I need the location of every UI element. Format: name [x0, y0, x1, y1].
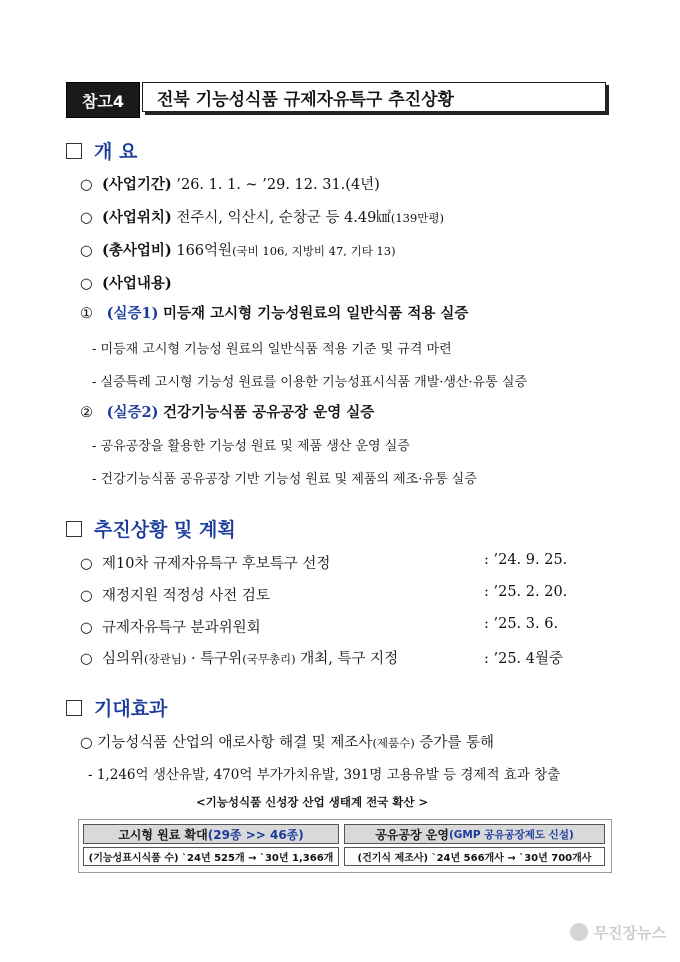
- overview-item-budget: ○ (총사업비) 166억원(국비 106, 지방비 47, 기타 13): [80, 242, 396, 259]
- effects-card-2: [344, 824, 605, 867]
- demo-2-sub-2: - 건강기능식품 공유공장 기반 기능성 원료 및 제품의 제조·유통 실증: [92, 472, 477, 487]
- watermark-logo-icon: [570, 923, 588, 941]
- square-bullet-icon: [66, 700, 82, 716]
- overview-item-content: ○ (사업내용): [80, 275, 172, 292]
- demo-1-sub-1: - 미등재 고시형 기능성 원료의 일반식품 적용 기준 및 규격 마련: [92, 342, 452, 357]
- effects-heading: 기대효과: [66, 694, 167, 721]
- overview-item-location: ○ (사업위치) 전주시, 익산시, 순창군 등 4.49㎢(139만평): [80, 209, 445, 226]
- progress-date-1: : ’24. 9. 25.: [484, 552, 568, 568]
- demo-1-sub-2: - 실증특례 고시형 기능성 원료를 이용한 기능성표시식품 개발·생산·유통 실증: [92, 375, 528, 390]
- progress-item-2: ○ 재정지원 적정성 사전 검토: [80, 588, 270, 604]
- document-title: 전북 기능성식품 규제자유특구 추진상황: [142, 82, 606, 112]
- progress-date-4: : ’25. 4월중: [484, 651, 564, 667]
- effects-caption: <기능성식품 신성장 산업 생태계 전국 확산 >: [196, 795, 429, 809]
- effects-card-2-head: 공유공장 운영 (GMP 공유공장제도 신설): [344, 824, 605, 844]
- effects-card-2-body: (건기식 제조사) `24년 566개사 → `30년 700개사: [344, 847, 605, 866]
- effects-card-1-body: (기능성표시식품 수) `24년 525개 → `30년 1,366개: [83, 847, 339, 866]
- progress-item-4: ○ 심의위(장관님) · 특구위(국무총리) 개최, 특구 지정: [80, 651, 399, 667]
- progress-date-2: : ’25. 2. 20.: [484, 584, 568, 600]
- document-header: [66, 82, 610, 118]
- effects-line-2: - 1,246억 생산유발, 470억 부가가치유발, 391명 고용유발 등 경제적 효과 창출: [88, 767, 561, 783]
- progress-item-1: ○ 제10차 규제자유특구 후보특구 선정: [80, 556, 331, 572]
- demo-2-title: ② (실증2) 건강기능식품 공유공장 운영 실증: [80, 404, 375, 421]
- progress-heading: 추진상황 및 계획: [66, 515, 236, 542]
- effects-card-1-head: 고시형 원료 확대 (29종 >> 46종): [83, 824, 339, 844]
- square-bullet-icon: [66, 143, 82, 159]
- demo-1-title: ① (실증1) 미등재 고시형 기능성원료의 일반식품 적용 실증: [80, 305, 469, 322]
- progress-item-3: ○ 규제자유특구 분과위원회: [80, 620, 261, 636]
- square-bullet-icon: [66, 521, 82, 537]
- reference-tag: 참고4: [66, 82, 140, 118]
- overview-heading: 개 요: [66, 137, 137, 164]
- effects-card-1: [83, 824, 339, 867]
- watermark: 무진장뉴스: [570, 922, 666, 943]
- progress-date-3: : ’25. 3. 6.: [484, 616, 559, 632]
- demo-2-sub-1: - 공유공장을 활용한 기능성 원료 및 제품 생산 운영 실증: [92, 439, 410, 454]
- overview-item-period: ○ (사업기간) ’26. 1. 1. ~ ’29. 12. 31.(4년): [80, 176, 380, 193]
- effects-line-1: ○ 기능성식품 산업의 애로사항 해결 및 제조사(제품수) 증가를 통해: [80, 735, 495, 751]
